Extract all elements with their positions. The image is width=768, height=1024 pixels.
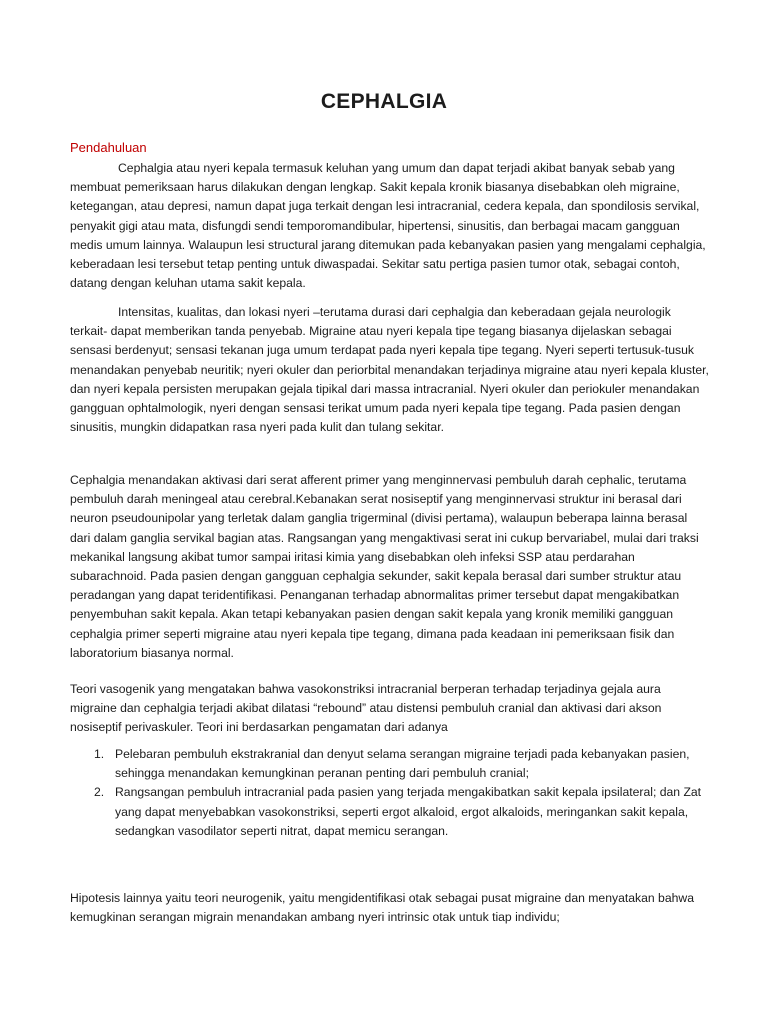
paragraph-vasogenic: Teori vasogenik yang mengatakan bahwa vasokonstriksi intracranial berperan terhadap terjadinya gejala aura migraine dan cephalgia terjadi akibat dilatasi “rebound” atau distensi pembuluh cranial dan aktivasi dari akson nosiseptif perivaskuler. Teori ini berdasarkan pengamatan dari adanya xyxy=(70,682,662,735)
list-item-number: 2. xyxy=(94,785,105,800)
list-item-number: 1. xyxy=(94,747,105,761)
paragraph-afferent: Cephalgia menandakan aktivasi dari serat afferent primer yang menginnervasi pembuluh darah cephalic, terutama pembuluh darah meningeal atau cerebral.Kebanakan serat nosiseptif yang menginnervasi struktur ini berasal dari neuron pseudounipolar yang terletak dalam ganglia trigerminal (divisi pertama), walaupun beberapa lainna berasal dari dalam ganglia servikal bagian atas. Rangsangan yang mengaktivasi serat ini cukup bervariabel, mulai dari traksi mekanikal langsung akibat tumor sampai iritasi kimia yang disebabkan oleh infeksi SSP atau perdarahan subarachnoid. Pada pasien dengan gangguan cephalgia sekunder, sakit kepala berasal dari sumber struktur atau peradangan yang dapat teridentifikasi. Penanganan terhadap abnormalitas primer tersebut dapat mengakibatkan penyembuhan sakit kepala. Akan tetapi kebanyakan pasien dengan sakit kepala yang kronik memiliki gangguan cephalgia primer seperti migraine atau nyeri kepala tipe tegang, dimana pada keadaan ini pemeriksaan fisik dan laboratorium biasanya normal. xyxy=(70,473,699,660)
list-item-text: Rangsangan pembuluh intracranial pada pasien yang terjada mengakibatkan sakit kepala ipsilateral; dan Zat yang dapat menyebabkan vasokonstriksi, seperti ergot alkaloid, ergot alkaloids, meringankan sakit kepala, sedangkan vasodilator seperti nitrat, dapat memicu serangan. xyxy=(115,785,702,838)
page-title: CEPHALGIA xyxy=(320,90,448,113)
paragraph-neurogenic: Hipotesis lainnya yaitu teori neurogenik, yaitu mengidentifikasi otak sebagai pusat migraine dan menyatakan bahwa kemugkinan serangan migrain menandakan ambang nyeri intrinsic otak untuk tiap individu; xyxy=(70,891,694,925)
paragraph-intro: Cephalgia atau nyeri kepala termasuk keluhan yang umum dan dapat terjadi akibat banyak sebab yang membuat pemeriksaan harus dilakukan dengan lengkap. Sakit kepala kronik biasanya disebabkan oleh migraine, ketegangan, atau depresi, namun dapat juga terkait dengan lesi intracranial, cedera kepala, dan spondilosis servikal, penyakit gigi atau mata, disfungdi sendi temporomandibular, hipertensi, sinusitis, dan berbagai macam gangguan medis umum lainnya. Walaupun lesi structural jarang ditemukan pada kebanyakan pasien yang mengalami cephalgia, keberadaan lesi tersebut tetap penting untuk diwaspadai. Sekitar satu pertiga pasien tumor otak, sebagai contoh, datang dengan keluhan utama sakit kepala. xyxy=(70,161,706,291)
list-item xyxy=(70,783,710,841)
list-item xyxy=(70,745,710,783)
section-heading: Pendahuluan xyxy=(70,140,147,155)
list-item-text: Pelebaran pembuluh ekstrakranial dan denyut selama serangan migraine terjadi pada kebanyakan pasien, sehingga menandakan kemungkinan peranan penting dari pembuluh cranial; xyxy=(115,747,690,781)
numbered-list xyxy=(70,745,710,841)
paragraph-intensity: Intensitas, kualitas, dan lokasi nyeri –terutama durasi dari cephalgia dan keberadaan gejala neurologik terkait- dapat memberikan tanda penyebab. Migraine atau nyeri kepala tipe tegang biasanya dijelaskan sebagai sensasi berdenyut; sensasi tekanan juga umum terdapat pada nyeri kepala tipe tegang. Nyeri seperti tertusuk-tusuk menandakan penyebab neuritik; nyeri okuler dan periorbital menandakan terjadinya migraine atau nyeri kepala kluster, dan nyeri kepala persisten merupakan gejala tipikal dari massa intracranial. Nyeri okuler dan periokuler menandakan gangguan ophtalmologik, nyeri dengan sensasi terikat umum pada nyeri kepala tipe tegang. Pada pasien dengan sinusitis, mungkin didapatkan rasa nyeri pada kulit dan tulang sekitar. xyxy=(70,305,709,435)
